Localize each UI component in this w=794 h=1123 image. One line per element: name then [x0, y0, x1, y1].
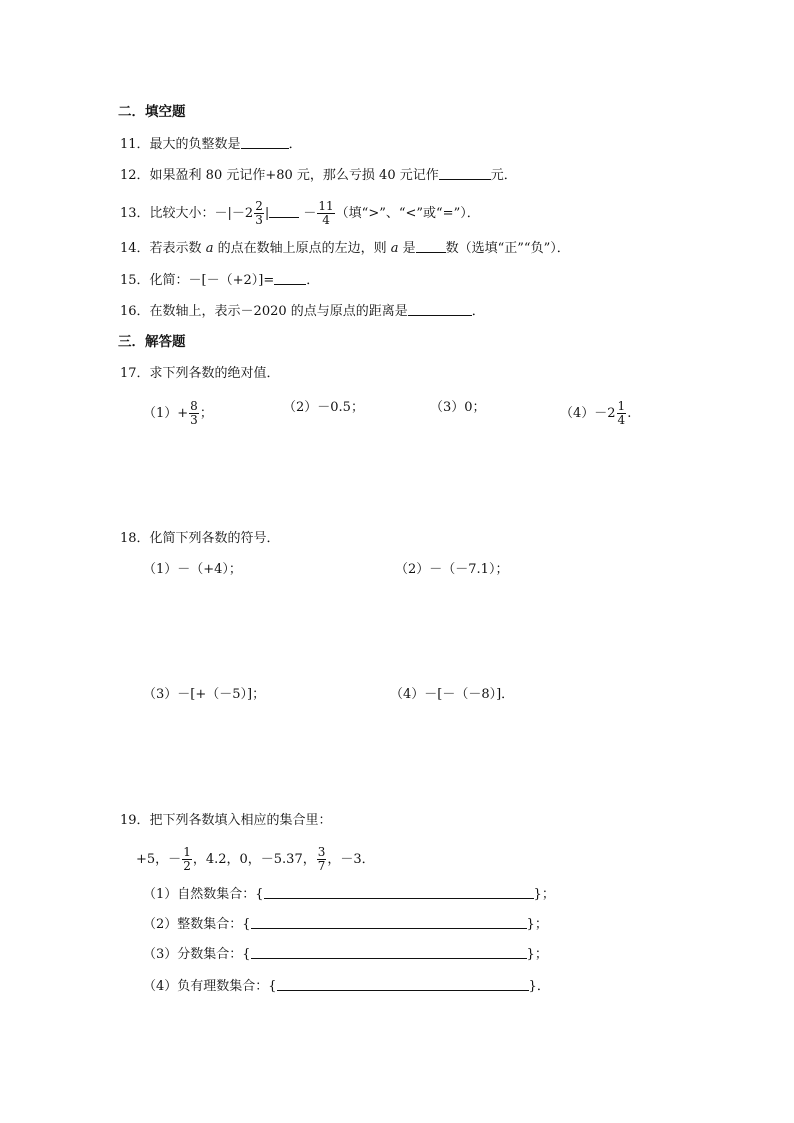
question-text: 最大的负整数是: [149, 137, 241, 152]
question-number: 13．: [120, 206, 150, 221]
denominator: 7: [317, 859, 326, 873]
fraction-one-fourth: [617, 400, 627, 427]
set-answer-blank[interactable]: [264, 886, 534, 899]
number-items: ，4.2，0，－5.37，: [192, 852, 316, 867]
punctuation: ．: [306, 273, 320, 288]
question-13: [120, 200, 480, 227]
question-instruction: （填“>”、“<”或“=”）．: [335, 206, 480, 221]
set-label: （4）负有理数集合：{: [143, 979, 277, 994]
question-15: [120, 272, 319, 289]
denominator: 3: [255, 213, 263, 227]
set-label: （2）整数集合：{: [143, 917, 251, 932]
denominator: 4: [322, 213, 330, 227]
numerator: 11: [318, 199, 334, 213]
q18-part-4: （4）－[－（－8）]．: [390, 687, 515, 702]
q17-part-2: （2）－0.5；: [283, 400, 364, 415]
question-16: [120, 303, 485, 320]
set-answer-blank[interactable]: [251, 916, 527, 929]
set-fractions: [143, 946, 548, 963]
question-number: 12．: [120, 168, 150, 183]
question-19: [120, 813, 332, 829]
question-text: 若表示数: [149, 241, 206, 256]
question-17: [120, 366, 280, 382]
section-title-fill-in: 二．填空题: [118, 104, 186, 120]
q18-part-1: （1）－（+4）；: [143, 562, 242, 577]
set-label: （3）分数集合：{: [143, 947, 251, 962]
question-number: 16．: [120, 304, 150, 319]
fraction-two-thirds: [254, 200, 264, 227]
section-title-solve: 三．解答题: [118, 334, 186, 350]
set-close: }；: [533, 887, 555, 902]
question-text: 的点在数轴上原点的左边，则: [213, 241, 391, 256]
set-close: }．: [528, 979, 550, 994]
question-11: [120, 136, 302, 153]
question-text: 如果盈利 80 元记作+80 元，那么亏损 40 元记作: [149, 168, 439, 183]
question-number: 14．: [120, 241, 150, 256]
question-text: 化简：－[－（+2）]=: [149, 273, 275, 288]
number-item: ，－3．: [327, 852, 375, 867]
minus-sign: －: [303, 206, 317, 221]
question-text: 在数轴上，表示－2020 的点与原点的距离是: [149, 304, 408, 319]
answer-blank[interactable]: [274, 272, 306, 285]
fraction-three-sevenths: [317, 846, 327, 873]
numerator: 1: [617, 399, 626, 413]
denominator: 2: [183, 859, 191, 873]
set-answer-blank[interactable]: [251, 946, 527, 959]
question-text: 求下列各数的绝对值．: [149, 366, 280, 381]
question-instruction: 数（选填“正”“负”）．: [445, 241, 570, 256]
part-label: （4）－2: [560, 406, 616, 421]
punctuation: ．: [471, 304, 485, 319]
numerator: 8: [190, 399, 198, 413]
number-item: +5，: [136, 852, 169, 867]
answer-blank[interactable]: [241, 136, 289, 149]
fraction-one-half: [182, 846, 192, 873]
question-text: 把下列各数填入相应的集合里：: [149, 813, 332, 828]
set-integers: [143, 916, 548, 933]
question-18: [120, 531, 280, 547]
q18-part-2: （2）－（－7.1）；: [395, 562, 509, 577]
set-label: （1）自然数集合：{: [143, 887, 264, 902]
set-close: }；: [526, 947, 548, 962]
q17-part-3: （3）0；: [430, 400, 486, 415]
question-number: 17．: [120, 366, 150, 381]
answer-blank[interactable]: [408, 303, 472, 316]
question-12: [120, 167, 517, 184]
q17-part-4: [560, 400, 631, 427]
question-number: 18．: [120, 531, 150, 546]
numerator: 3: [317, 845, 326, 859]
question-number: 15．: [120, 273, 150, 288]
part-label: （1）+: [143, 406, 189, 421]
question-number: 19．: [120, 813, 150, 828]
minus-sign: －: [168, 852, 182, 867]
answer-blank[interactable]: [269, 205, 299, 218]
set-answer-blank[interactable]: [277, 978, 529, 991]
answer-blank[interactable]: [439, 167, 491, 180]
numerator: 1: [183, 845, 191, 859]
question-number: 11．: [120, 137, 150, 152]
set-negative-rationals: [143, 978, 550, 995]
punctuation: ；: [199, 406, 213, 421]
q19-number-list: [136, 846, 375, 873]
fraction-eight-thirds: [189, 400, 199, 427]
question-text: 化简下列各数的符号．: [149, 531, 280, 546]
answer-blank[interactable]: [416, 240, 446, 253]
q17-part-1: [143, 400, 213, 427]
punctuation: .: [627, 406, 632, 421]
question-14: [120, 240, 570, 257]
set-close: }；: [526, 917, 548, 932]
denominator: 3: [190, 413, 198, 427]
variable-a: a: [205, 241, 214, 256]
variable-a: a: [390, 241, 399, 256]
question-text: 比较大小：－|－2: [149, 206, 254, 221]
numerator: 2: [255, 199, 263, 213]
set-natural-numbers: [143, 886, 555, 903]
q18-part-3: （3）－[+（－5）]；: [143, 687, 266, 702]
fraction-eleven-fourths: [317, 200, 334, 227]
question-text: 是: [398, 241, 416, 256]
abs-bar: |: [264, 206, 270, 221]
denominator: 4: [617, 413, 626, 427]
punctuation: 元．: [490, 168, 517, 183]
punctuation: ．: [288, 137, 302, 152]
